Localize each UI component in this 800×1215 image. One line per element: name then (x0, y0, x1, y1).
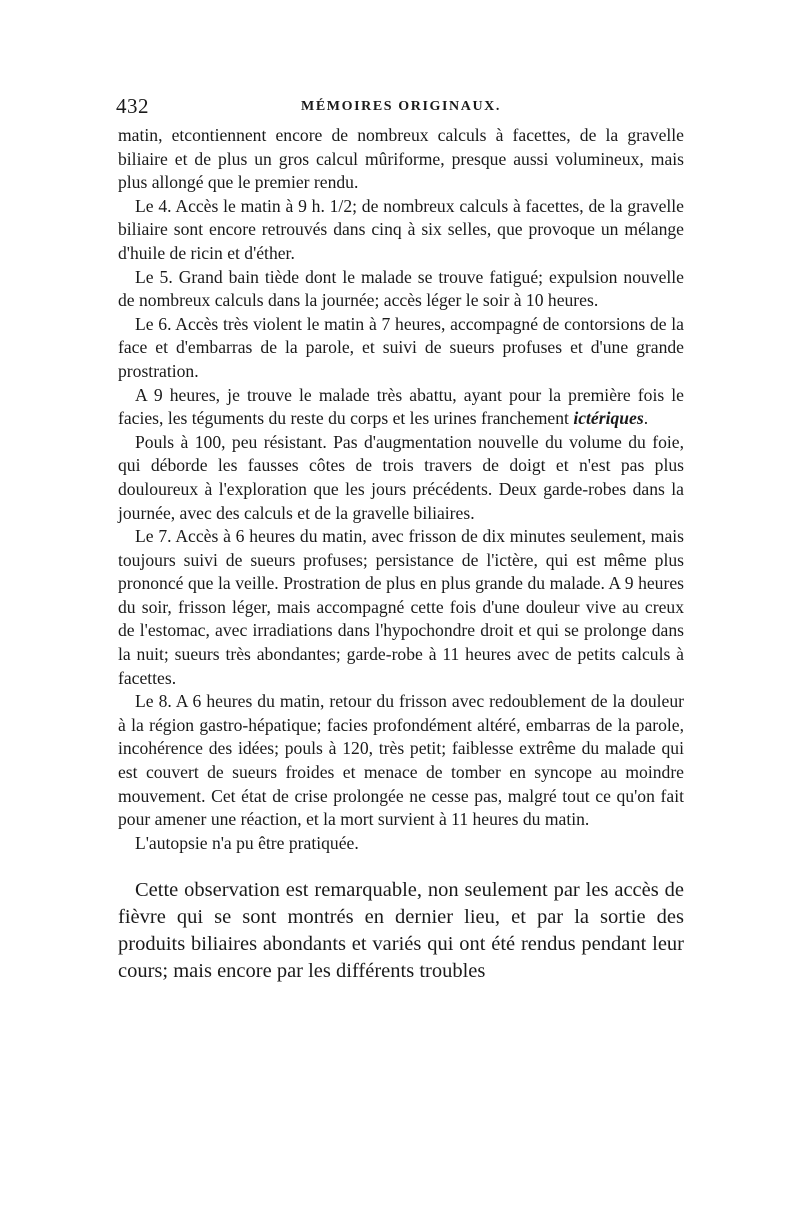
page-header (116, 94, 686, 120)
paragraph-day-7: Le 7. Accès à 6 heures du matin, avec frisson de dix minutes seulement, mais toujours suivi de sueurs profuses; persistance de l'ictère, qui est même plus prononcé que la veille. Prostration de plus en plus grande du malade. A 9 heures du soir, frisson léger, mais accompagné cette fois d'une douleur vive au creux de l'estomac, avec irradiations dans l'hypochondre droit et qui se prolonge dans la nuit; sueurs très abondantes; garde-robe à 11 heures avec de petits calculs à facettes. (118, 526, 684, 688)
body-text (118, 124, 684, 985)
running-title: MÉMOIRES ORIGINAUX. (301, 99, 501, 114)
italic-icteriques: ictériques (573, 408, 644, 429)
page-number: 432 (116, 94, 149, 118)
paragraph-day-6: Le 6. Accès très violent le matin à 7 heures, accompagné de contorsions de la face et d'embarras de la parole, et suivi de sueurs profuses et d'une grande prostration. (118, 313, 684, 381)
paragraph-day-8: Le 8. A 6 heures du matin, retour du frisson avec redoublement de la douleur à la région gastro-hépatique; facies profondément altéré, embarras de la parole, incohérence des idées; pouls à 120, très petit; faiblesse extrême du malade qui est couvert de sueurs froides et menace de tomber en syncope au moindre mouvement. Cet état de crise prolongée ne cesse pas, malgré tout ce qu'on fait pour amener une réaction, et la mort survient à 11 heures du matin. (118, 691, 684, 830)
paragraph-pulse: Pouls à 100, peu résistant. Pas d'augmentation nouvelle du volume du foie, qui déborde les fausses côtes de trois travers de doigt et n'est pas plus douloureux à l'exploration que les jours précédents. Deux garde-robes dans la journée, avec des calculs et de la gravelle biliaires. (118, 431, 684, 523)
paragraph-9-hours-text: A 9 heures, je trouve le malade très abattu, ayant pour la première fois le facies, les téguments du reste du corps et les urines franchement (118, 384, 684, 429)
paragraph-continuation: matin, etcontiennent encore de nombreux calculs à facettes, de la gravelle biliaire et de plus un gros calcul mûriforme, presque aussi volumineux, mais plus allongé que le premier rendu. (118, 125, 684, 193)
paragraph-autopsy: L'autopsie n'a pu être pratiquée. (135, 832, 359, 853)
closing-paragraph: Cette observation est remarquable, non seulement par les accès de fièvre qui se sont montrés en dernier lieu, et par la sortie des produits biliaires abondants et variés qui ont été rendus pendant leur cours; mais encore par les différents troubles (118, 879, 684, 982)
paragraph-day-4: Le 4. Accès le matin à 9 h. 1/2; de nombreux calculs à facettes, de la gravelle biliaire sont encore retrouvés dans cinq à six selles, que provoque un mélange d'huile de ricin et d'éther. (118, 195, 684, 263)
paragraph-day-5: Le 5. Grand bain tiède dont le malade se trouve fatigué; expulsion nouvelle de nombreux calculs dans la journée; accès léger le soir à 10 heures. (118, 266, 684, 311)
paragraph-9-hours (118, 384, 684, 431)
paragraph-9-hours-end: . (643, 408, 649, 429)
